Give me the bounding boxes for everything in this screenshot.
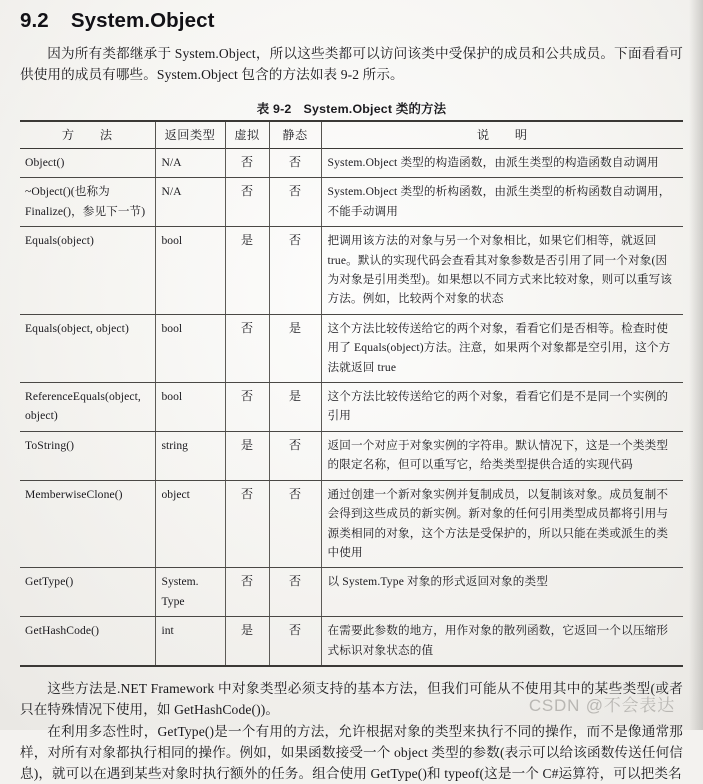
cell-return-type: N/A bbox=[155, 178, 225, 227]
cell-return-type: bool bbox=[155, 383, 225, 432]
table-row bbox=[20, 480, 683, 568]
table-row bbox=[20, 227, 683, 315]
csdn-watermark: CSDN @不会表达 bbox=[528, 696, 675, 715]
cell-description: 在需要此参数的地方，用作对象的散列函数，它返回一个以压缩形式标识对象状态的值 bbox=[321, 617, 683, 666]
cell-method: Equals(object) bbox=[20, 227, 155, 315]
table-row bbox=[20, 568, 683, 617]
table-caption bbox=[20, 99, 683, 117]
paragraph-methods-summary: 这些方法是.NET Framework 中对象类型必须支持的基本方法，但我们可能从不使用其中的某些类型(或者只在特殊情况下使用，如 GetHashCode())。 bbox=[20, 680, 683, 717]
column-header-static: 静态 bbox=[269, 121, 321, 149]
cell-static: 否 bbox=[269, 617, 321, 666]
cell-static: 否 bbox=[269, 178, 321, 227]
table-body bbox=[20, 149, 683, 666]
cell-return-type: System. Type bbox=[155, 568, 225, 617]
cell-virtual: 否 bbox=[225, 314, 269, 382]
cell-return-type: N/A bbox=[155, 149, 225, 178]
column-header-virtual: 虚拟 bbox=[225, 121, 269, 149]
cell-virtual: 否 bbox=[225, 480, 269, 568]
table-header bbox=[20, 121, 683, 149]
cell-method: ReferenceEquals(object, object) bbox=[20, 383, 155, 432]
table-caption-label: 表 9-2 bbox=[256, 102, 292, 116]
cell-static: 否 bbox=[269, 568, 321, 617]
page-title bbox=[20, 9, 683, 33]
cell-return-type: bool bbox=[155, 314, 225, 382]
column-header-description: 说 明 bbox=[321, 121, 683, 149]
page-content bbox=[0, 9, 703, 784]
cell-virtual: 是 bbox=[225, 617, 269, 666]
cell-virtual: 是 bbox=[225, 227, 269, 315]
cell-description: 把调用该方法的对象与另一个对象相比，如果它们相等，就返回 true。默认的实现代码会查看其对象参数是否引用了同一个对象(因为对象是引用类型)。如果想以不同方式来比较对象，则可以重写该方法。例如，比较两个对象的状态 bbox=[321, 227, 683, 315]
intro-paragraph: 因为所有类都继承于 System.Object，所以这些类都可以访问该类中受保护的成员和公共成员。下面看看可供使用的成员有哪些。System.Object 包含的方法如表 9-2 所示。 bbox=[20, 46, 683, 82]
table-row bbox=[20, 178, 683, 227]
table-row bbox=[20, 383, 683, 432]
cell-description: System.Object 类型的析构函数，由派生类型的析构函数自动调用，不能手动调用 bbox=[321, 178, 683, 227]
cell-static: 否 bbox=[269, 227, 321, 315]
cell-static: 是 bbox=[269, 383, 321, 432]
cell-method: GetHashCode() bbox=[20, 617, 155, 666]
cell-method: Equals(object, object) bbox=[20, 314, 155, 382]
cell-virtual: 否 bbox=[225, 149, 269, 178]
column-header-method: 方 法 bbox=[20, 121, 155, 149]
cell-description: 这个方法比较传送给它的两个对象，看看它们是否相等。检查时使用了 Equals(object)方法。注意，如果两个对象都是空引用，这个方法就返回 true bbox=[321, 314, 683, 382]
cell-return-type: bool bbox=[155, 227, 225, 315]
cell-description: 通过创建一个新对象实例并复制成员，以复制该对象。成员复制不会得到这些成员的新实例。新对象的任何引用类型成员都将引用与源类相同的对象，这个方法是受保护的，所以只能在类或派生的类中使用 bbox=[321, 480, 683, 568]
cell-description: 以 System.Type 对象的形式返回对象的类型 bbox=[321, 568, 683, 617]
section-title: System.Object bbox=[70, 9, 215, 32]
cell-return-type: object bbox=[155, 480, 225, 568]
cell-description: 这个方法比较传送给它的两个对象，看看它们是不是同一个实例的引用 bbox=[321, 383, 683, 432]
table-row bbox=[20, 431, 683, 480]
cell-virtual: 是 bbox=[225, 431, 269, 480]
cell-method: Object() bbox=[20, 149, 155, 178]
table-row bbox=[20, 149, 683, 178]
table-row bbox=[20, 314, 683, 382]
cell-static: 是 bbox=[269, 314, 321, 382]
cell-method: MemberwiseClone() bbox=[20, 480, 155, 568]
cell-return-type: int bbox=[155, 617, 225, 666]
table-caption-text: System.Object 类的方法 bbox=[303, 102, 447, 116]
cell-description: System.Object 类型的构造函数，由派生类型的构造函数自动调用 bbox=[321, 149, 683, 178]
table-header-row bbox=[20, 121, 683, 149]
cell-static: 否 bbox=[269, 431, 321, 480]
cell-method: ToString() bbox=[20, 431, 155, 480]
column-header-return: 返回类型 bbox=[155, 121, 225, 149]
cell-virtual: 否 bbox=[225, 383, 269, 432]
cell-method: GetType() bbox=[20, 568, 155, 617]
cell-static: 否 bbox=[269, 149, 321, 178]
paragraph-polymorphism: 在利用多态性时，GetType()是一个有用的方法，允许根据对象的类型来执行不同的操作，而不是像通常那样，对所有对象都执行相同的操作。例如，如果函数接受一个 object 类型的参数(表示可以给该函数传送任何信息)，就可以在遇到某些对象时执行额外的任务。组合使用 GetType()和 typeof(这是一个 C#运算符，可以把类名 bbox=[20, 723, 683, 781]
cell-description: 返回一个对应于对象实例的字符串。默认情况下，这是一个类类型的限定名称，但可以重写它，给类类型提供合适的实现代码 bbox=[321, 431, 683, 480]
table-row bbox=[20, 617, 683, 666]
cell-static: 否 bbox=[269, 480, 321, 568]
cell-virtual: 否 bbox=[225, 568, 269, 617]
methods-table bbox=[20, 120, 683, 667]
cell-virtual: 否 bbox=[225, 178, 269, 227]
cell-return-type: string bbox=[155, 431, 225, 480]
section-number: 9.2 bbox=[20, 9, 49, 32]
cell-method: ~Object()(也称为 Finalize()，参见下一节) bbox=[20, 178, 155, 227]
